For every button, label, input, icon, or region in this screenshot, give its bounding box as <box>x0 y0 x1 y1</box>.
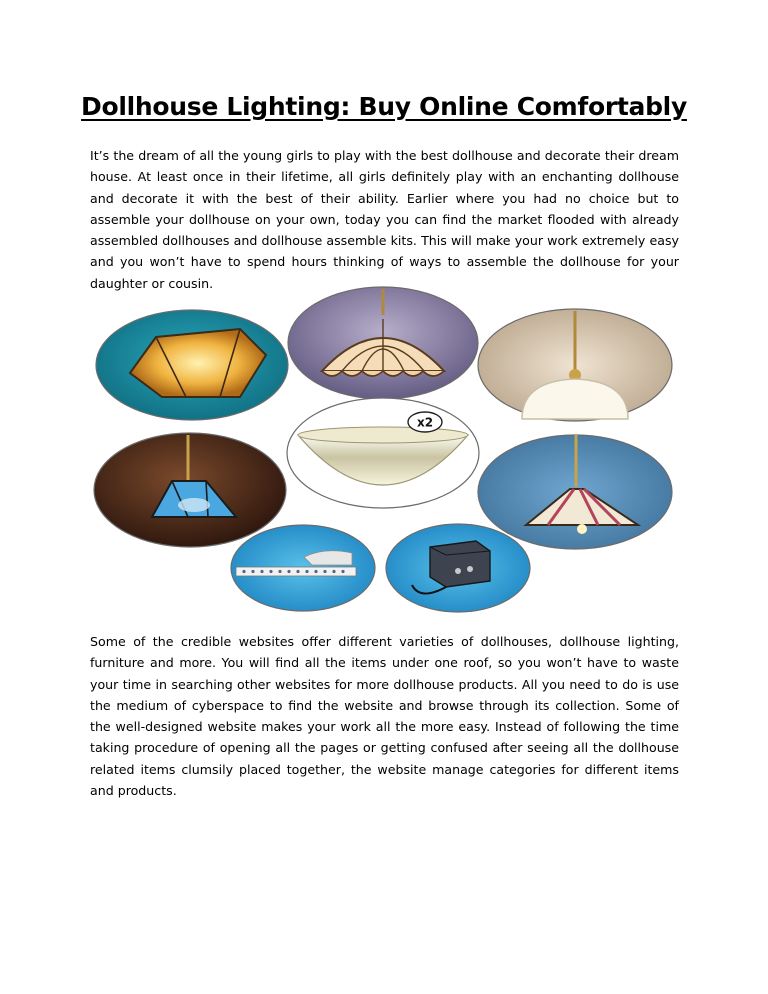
blue-pendant-lamp-ellipse <box>94 433 286 547</box>
sconce-lamp-ellipse <box>96 310 288 420</box>
body-paragraph: Some of the credible websites offer different varieties of dollhouses, dollhouse lighting, furniture and more. You will find all the items under one roof, so you won’t have to waste your time in searching other websites for more dollhouse products. All you need to do is use the medium of cyberspace to find the website and browse through its collection. Some of the well-designed website makes your work all the more easy. Instead of following the time taking procedure of opening all the pages or getting confused after seeing all the dollhouse related items clumsily placed together, the website manage categories for different items and products. <box>90 634 679 799</box>
chrome-bowl-lamp-ellipse <box>287 398 479 508</box>
document-title: Dollhouse Lighting: Buy Online Comfortably <box>81 92 687 121</box>
power-transformer-ellipse <box>386 524 530 612</box>
tiffany-dome-lamp-ellipse <box>288 287 478 399</box>
stained-glass-lamp-ellipse <box>478 435 672 549</box>
led-light-strip-ellipse <box>231 525 375 611</box>
lighting-collage-image <box>90 285 680 615</box>
white-dome-lamp-ellipse <box>478 309 672 421</box>
intro-paragraph: It’s the dream of all the young girls to play with the best dollhouse and decorate their dream house. At least once in their lifetime, all girls definitely play with an enchanting dollhouse and decorate it with the best of their ability. Earlier where you had no choice but to assemble your dollhouse on your own, today you can find the market flooded with already assembled dollhouses and dollhouse assemble kits. This will make your work extremely easy and you won’t have to spend hours thinking of ways to assemble the dollhouse for your daughter or cousin. <box>90 148 679 291</box>
quantity-badge: x2 <box>416 415 434 430</box>
